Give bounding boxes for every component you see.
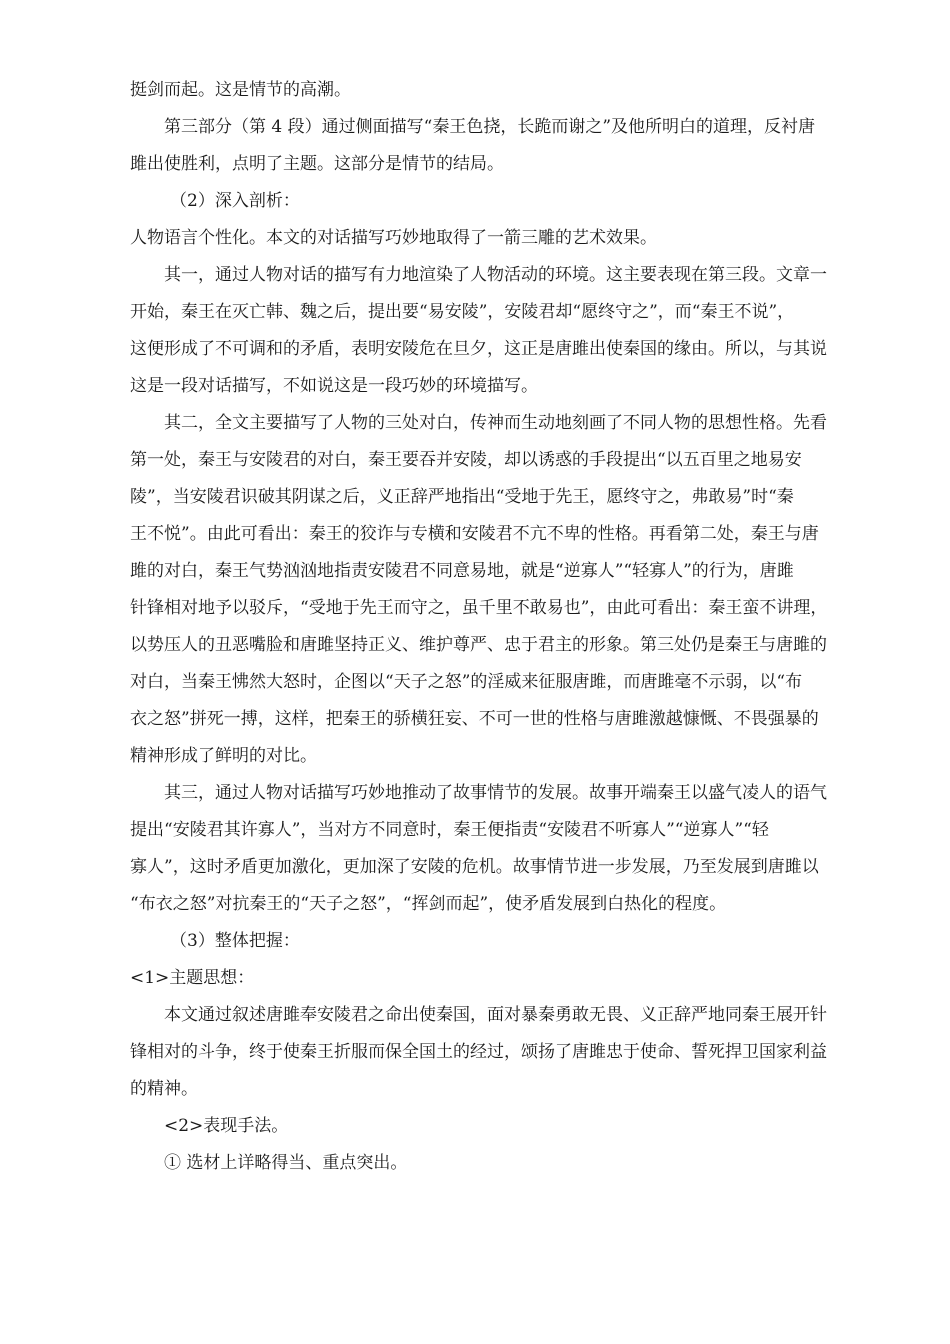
text-line: 锋相对的斗争，终于使秦王折服而保全国土的经过，颂扬了唐雎忠于使命、誓死捍卫国家利益 bbox=[130, 1042, 827, 1062]
section-heading: （3）整体把握： bbox=[170, 931, 300, 951]
text-line: 提出“安陵君其许寡人”，当对方不同意时，秦王便指责“安陵君不听寡人”“逆寡人”“轻 bbox=[130, 820, 769, 840]
text-line: 精神形成了鲜明的对比。 bbox=[130, 746, 317, 766]
text-line: 第一处，秦王与安陵君的对白，秦王要吞并安陵，却以诱惑的手段提出“以五百里之地易安 bbox=[130, 450, 802, 470]
text-line: 第三部分（第 4 段）通过侧面描写“秦王色挠，长跪而谢之”及他所明白的道理，反衬唐 bbox=[164, 117, 816, 137]
subsection-heading: <2>表现手法。 bbox=[164, 1116, 289, 1136]
text-line: 王不悦”。由此可看出：秦王的狡诈与专横和安陵君不亢不卑的性格。再看第二处，秦王与唐 bbox=[130, 524, 819, 544]
subsection-heading: <1>主题思想： bbox=[130, 968, 255, 988]
text-line: 针锋相对地予以驳斥，“受地于先王而守之，虽千里不敢易也”，由此可看出：秦王蛮不讲理， bbox=[130, 598, 828, 618]
document-body bbox=[130, 72, 828, 1182]
text-line: “布衣之怒”对抗秦王的“天子之怒”，“挥剑而起”，使矛盾发展到白热化的程度。 bbox=[130, 894, 727, 914]
text-line: 本文通过叙述唐雎奉安陵君之命出使秦国，面对暴秦勇敢无畏、义正辞严地同秦王展开针 bbox=[164, 1005, 827, 1025]
text-line: 对白，当秦王怫然大怒时，企图以“天子之怒”的淫威来征服唐雎，而唐雎毫不示弱，以“布 bbox=[130, 672, 803, 692]
text-line: 开始，秦王在灭亡韩、魏之后，提出要“易安陵”，安陵君却“愿终守之”，而“秦王不说”， bbox=[130, 302, 795, 322]
text-line: 的精神。 bbox=[130, 1079, 198, 1099]
text-line: 雎出使胜利，点明了主题。这部分是情节的结局。 bbox=[130, 154, 504, 174]
text-line: 衣之怒”拼死一搏，这样，把秦王的骄横狂妄、不可一世的性格与唐雎激越慷慨、不畏强暴的 bbox=[130, 709, 819, 729]
text-line: 陵”，当安陵君识破其阴谋之后，义正辞严地指出“受地于先王，愿终守之，弗敢易”时“秦 bbox=[130, 487, 794, 507]
text-line: 这便形成了不可调和的矛盾，表明安陵危在旦夕，这正是唐雎出使秦国的缘由。所以，与其说 bbox=[130, 339, 827, 359]
text-line: 这是一段对话描写，不如说这是一段巧妙的环境描写。 bbox=[130, 376, 538, 396]
text-line: 以势压人的丑恶嘴脸和唐雎坚持正义、维护尊严、忠于君主的形象。第三处仍是秦王与唐雎的 bbox=[130, 635, 827, 655]
text-line: 寡人”，这时矛盾更加激化，更加深了安陵的危机。故事情节进一步发展，乃至发展到唐雎以 bbox=[130, 857, 819, 877]
section-heading: （2）深入剖析： bbox=[170, 191, 300, 211]
text-line: 雎的对白，秦王气势汹汹地指责安陵君不同意易地，就是“逆寡人”“轻寡人”的行为，唐雎 bbox=[130, 561, 794, 581]
list-item: ① 选材上详略得当、重点突出。 bbox=[164, 1153, 408, 1173]
text-line: 其二，全文主要描写了人物的三处对白，传神而生动地刻画了不同人物的思想性格。先看 bbox=[164, 413, 827, 433]
text-line: 人物语言个性化。本文的对话描写巧妙地取得了一箭三雕的艺术效果。 bbox=[130, 228, 657, 248]
text-line: 其一，通过人物对话的描写有力地渲染了人物活动的环境。这主要表现在第三段。文章一 bbox=[164, 265, 827, 285]
text-line: 挺剑而起。这是情节的高潮。 bbox=[130, 80, 351, 100]
text-line: 其三，通过人物对话描写巧妙地推动了故事情节的发展。故事开端秦王以盛气凌人的语气 bbox=[164, 783, 827, 803]
